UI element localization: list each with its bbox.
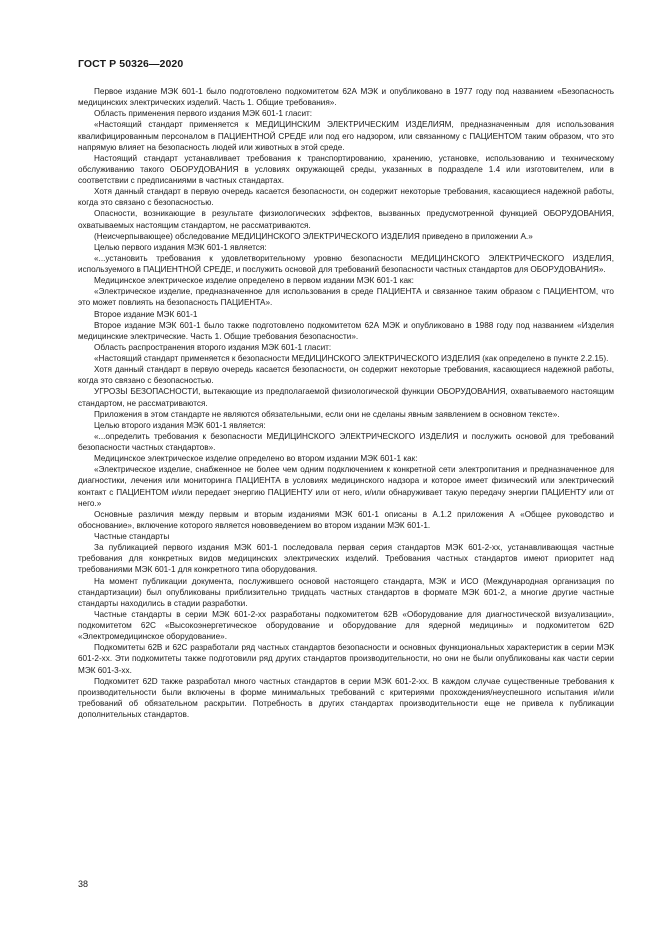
paragraph: «Настоящий стандарт применяется к МЕДИЦИНСКИМ ЭЛЕКТРИЧЕСКИМ ИЗДЕЛИЯМ, предназначенным для использования квалифицированным персоналом в ПАЦИЕНТНОЙ СРЕДЕ или под его надзором, или связанному с ПАЦИЕНТОМ таким образом, что это напрямую влияет на безопасность людей или животных в этой среде. (78, 120, 614, 152)
paragraph: Хотя данный стандарт в первую очередь касается безопасности, он содержит некоторые требования, касающиеся надежной работы, когда это связано с безопасностью. (78, 365, 614, 386)
document-body (78, 86, 614, 720)
paragraph: «Электрическое изделие, снабженное не более чем одним подключением к конкретной сети электропитания и предназначенное для диагностики, лечения или мониторинга ПАЦИЕНТА в условиях медицинского надзора и которое имеет физический или электрический контакт с ПАЦИЕНТОМ и/или передает энергию ПАЦИЕНТУ или от него, и/или обнаруживает такую передачу энергии ПАЦИЕНТУ или от него.» (78, 465, 614, 508)
paragraph: Медицинское электрическое изделие определено во втором издании МЭК 601-1 как: (94, 454, 418, 464)
paragraph: Основные различия между первым и вторым изданиями МЭК 601-1 описаны в А.1.2 приложения А «Общее руководство и обоснование», включение которого является нововведением во втором издании МЭК 601-1. (78, 509, 614, 530)
paragraph: Опасности, возникающие в результате физиологических эффектов, вызванных предусмотренной функцией ОБОРУДОВАНИЯ, охватываемых настоящим стандартом, не рассматриваются. (78, 209, 614, 230)
paragraph: Область применения первого издания МЭК 601-1 гласит: (94, 109, 313, 119)
paragraph: Частные стандарты (94, 532, 170, 541)
paragraph: Хотя данный стандарт в первую очередь касается безопасности, он содержит некоторые требования, касающиеся надежной работы, когда это связано с безопасностью. (78, 187, 614, 208)
paragraph: Настоящий стандарт устанавливает требования к транспортированию, хранению, установке, использованию и техническому обслуживанию такого ОБОРУДОВАНИЯ в условиях окружающей среды, указанных в подразделе 1.4 или изготовителем, или в соответствии с предписаниями в частных стандартах. (78, 153, 614, 185)
paragraph: Целью второго издания МЭК 601-1 является: (94, 420, 266, 430)
paragraph: Второе издание МЭК 601-1 (94, 309, 198, 319)
document-header: ГОСТ Р 50326—2020 (78, 58, 184, 70)
paragraph: Первое издание МЭК 601-1 было подготовлено подкомитетом 62А МЭК и опубликовано в 1977 году под названием «Безопасность медицинских электрических изделий. Часть 1. Общие требования». (78, 87, 614, 108)
paragraph: На момент публикации документа, послужившего основой настоящего стандарта, МЭК и ИСО (Международная организация по стандартизации) был опубликованы приблизительно тридцать частных стандартов в формате МЭК 601-2, а многие другие частные стандарты находились в стадии разработки. (78, 576, 614, 608)
paragraph: Приложения в этом стандарте не являются обязательными, если они не сделаны явным заявлением в основном тексте». (94, 409, 560, 419)
page-number: 38 (78, 879, 89, 889)
paragraph: «...определить требования к безопасности МЕДИЦИНСКОГО ЭЛЕКТРИЧЕСКОГО ИЗДЕЛИЯ и послужить основой для требований безопасности частных стандартов». (78, 431, 614, 452)
paragraph: Целью первого издания МЭК 601-1 является: (94, 242, 267, 252)
paragraph: Медицинское электрическое изделие определено в первом издании МЭК 601-1 как: (94, 276, 414, 286)
paragraph: «...установить требования к удовлетворительному уровню безопасности МЕДИЦИНСКОГО ЭЛЕКТРИЧЕСКОГО ИЗДЕЛИЯ, используемого в ПАЦИЕНТНОЙ СРЕДЕ, и послужить основой для требований безопасности частных стандартов для ОБОРУДОВАНИЯ». (78, 253, 614, 274)
paragraph: За публикацией первого издания МЭК 601-1 последовала первая серия стандартов МЭК 601-2-хх, устанавливающая частные требования для конкретных видов медицинских электрических изделий. Требования частных стандартов имеют приоритет над требованиями МЭК 601-1 для конкретного типа оборудования. (78, 543, 614, 575)
paragraph: Область распространения второго издания МЭК 601-1 гласит: (94, 342, 332, 352)
paragraph: Второе издание МЭК 601-1 было также подготовлено подкомитетом 62А МЭК и опубликовано в 1988 году под названием «Изделия медицинские электрические. Часть 1. Общие требования безопасности». (78, 320, 614, 341)
paragraph: Подкомитет 62D также разработал много частных стандартов в серии МЭК 601-2-хх. В каждом случае существенные требования к производительности были включены в форме минимальных требований с критериями прохождения/неуспешного испытания и/или требований об обязательном раскрытии. Потребность в других стандартах производительности еще не привела к публикации дополнительных стандартов. (78, 676, 614, 719)
paragraph: Частные стандарты в серии МЭК 601-2-хх разработаны подкомитетом 62В «Оборудование для диагностической визуализации», подкомитетом 62С «Высокоэнергетическое оборудование и оборудование для ядерной медицины» и подкомитетом 62D «Электромедицинское оборудование». (78, 609, 614, 642)
paragraph: Подкомитеты 62В и 62С разработали ряд частных стандартов безопасности и основных функциональных характеристик в серии МЭК 601-2-хх. Эти подкомитеты также подготовили ряд других стандартов производительности, но они не были опубликованы как части серии МЭК 601-3-хх. (78, 643, 614, 675)
paragraph: «Настоящий стандарт применяется к безопасности МЕДИЦИНСКОГО ЭЛЕКТРИЧЕСКОГО ИЗДЕЛИЯ (как определено в пункте 2.2.15). (94, 354, 609, 363)
paragraph: (Неисчерпывающее) обследование МЕДИЦИНСКОГО ЭЛЕКТРИЧЕСКОГО ИЗДЕЛИЯ приведено в приложении А.» (94, 231, 533, 241)
paragraph: «Электрическое изделие, предназначенное для использования в среде ПАЦИЕНТА и связанное таким образом с ПАЦИЕНТОМ, что это может повлиять на безопасность ПАЦИЕНТА». (78, 287, 614, 308)
paragraph: УГРОЗЫ БЕЗОПАСНОСТИ, вытекающие из предполагаемой физиологической функции ОБОРУДОВАНИЯ, охватываемого настоящим стандартом, не рассматриваются. (78, 387, 614, 408)
